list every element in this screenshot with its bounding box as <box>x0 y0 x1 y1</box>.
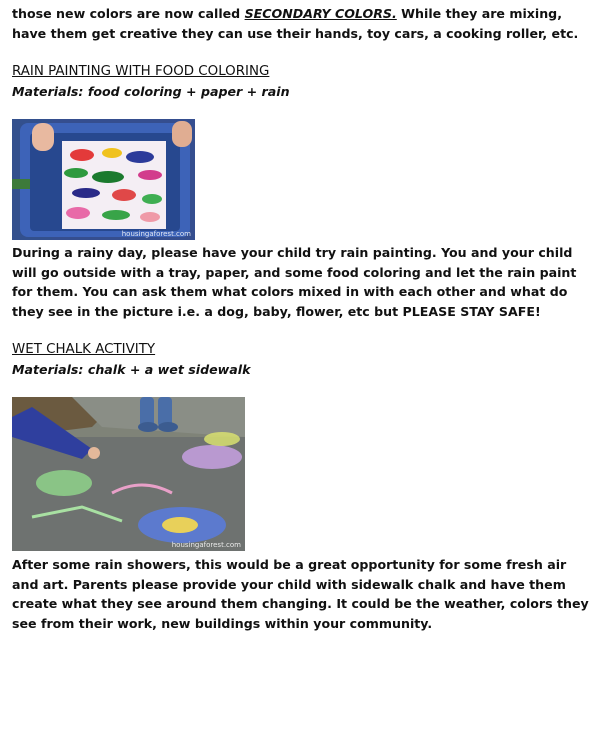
intro-text-start: those new colors are now called <box>12 6 245 21</box>
rain-painting-description: During a rainy day, please have your child try rain painting. You and your child will go outside with a tray, paper, and some food coloring and let the rain paint for them. You can ask them what colors mixed in with each other and what do they see in the picture i.e. a dog, baby, flower, etc but PLEASE STAY SAFE! <box>12 245 577 319</box>
wet-chalk-description: After some rain showers, this would be a great opportunity for some fresh air and art. Parents please provide your child with sidewalk chalk and have them create what they see around them changing. It could be the weather, colors they see from their work, new buildings within your community. <box>12 557 589 631</box>
secondary-colors-emphasis: SECONDARY COLORS. <box>244 6 397 21</box>
rain-painting-materials: Materials: food coloring + paper + rain <box>12 83 290 99</box>
rain-painting-illustration <box>12 119 195 240</box>
rain-painting-photo <box>12 119 195 240</box>
wet-chalk-photo <box>12 397 245 551</box>
wet-chalk-materials: Materials: chalk + a wet sidewalk <box>12 361 251 377</box>
rain-painting-heading: RAIN PAINTING WITH FOOD COLORING <box>12 64 270 79</box>
wet-chalk-heading: WET CHALK ACTIVITY <box>12 342 156 357</box>
document-page <box>12 4 592 633</box>
rain-painting-watermark: housingaforest.com <box>121 230 191 238</box>
intro-paragraph <box>12 4 592 43</box>
wet-chalk-watermark: housingaforest.com <box>171 541 241 549</box>
wet-chalk-illustration <box>12 397 245 551</box>
intro-text-end: While they are mixing, have them get creative they can use their hands, toy cars, a cooking roller, etc. <box>12 6 579 41</box>
